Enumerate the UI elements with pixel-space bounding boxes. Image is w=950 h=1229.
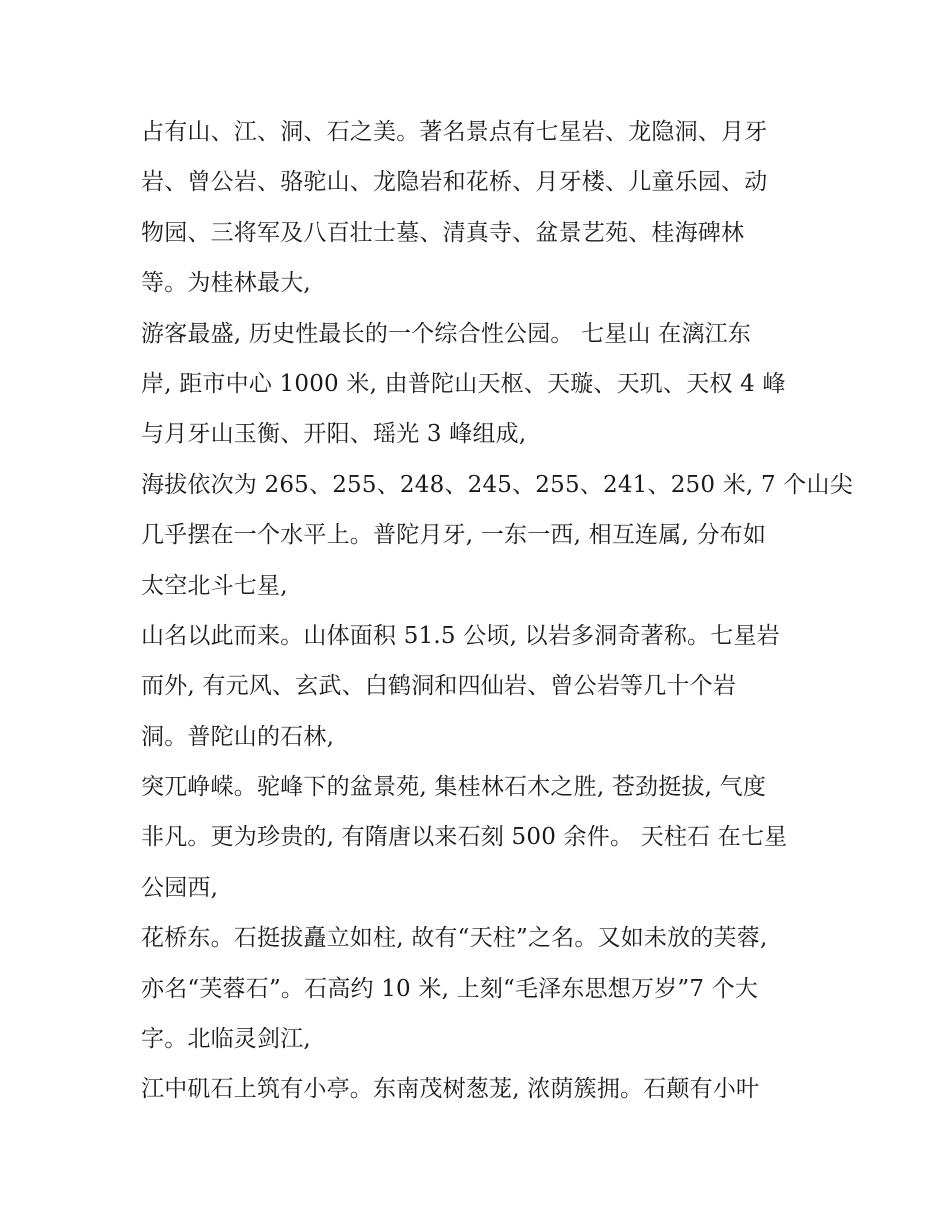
text-line: 几乎摆在一个水平上。普陀月牙, 一东一西, 相互连属, 分布如	[141, 522, 767, 549]
text-line: 而外, 有元风、玄武、白鹤洞和四仙岩、曾公岩等几十个岩	[141, 673, 737, 700]
text-line: 游客最盛, 历史性最长的一个综合性公园。 七星山 在漓江东	[141, 320, 752, 347]
text-line: 等。为桂林最大,	[141, 270, 311, 297]
text-line: 非凡。更为珍贵的, 有隋唐以来石刻 500 余件。 天柱石 在七星	[141, 824, 788, 851]
body-text	[141, 107, 853, 1115]
text-line: 占有山、江、洞、石之美。著名景点有七星岩、龙隐洞、月牙	[141, 119, 768, 145]
text-line: 花桥东。石挺拔矗立如柱, 故有“天柱”之名。又如未放的芙蓉,	[141, 925, 768, 952]
text-line: 太空北斗七星,	[141, 572, 288, 599]
text-line: 洞。普陀山的石林,	[141, 723, 335, 750]
text-line: 岸, 距市中心 1000 米, 由普陀山天枢、天璇、天玑、天权 4 峰	[141, 370, 786, 397]
text-line: 突兀峥嵘。驼峰下的盆景苑, 集桂林石木之胜, 苍劲挺拔, 气度	[141, 774, 767, 801]
text-line: 物园、三将军及八百壮士墓、清真寺、盆景艺苑、桂海碑林	[141, 219, 745, 246]
text-line: 字。北临灵剑江,	[141, 1026, 311, 1053]
text-line: 岩、曾公岩、骆驼山、龙隐岩和花桥、月牙楼、儿童乐园、动	[141, 169, 768, 196]
text-line: 公园西,	[141, 874, 219, 901]
text-line: 亦名“芙蓉石”。石高约 10 米, 上刻“毛泽东思想万岁”7 个大	[141, 975, 759, 1002]
text-line: 与月牙山玉衡、开阳、瑶光 3 峰组成,	[141, 421, 527, 448]
text-line: 山名以此而来。山体面积 51.5 公顷, 以岩多洞奇著称。七星岩	[141, 622, 780, 649]
text-line: 江中矶石上筑有小亭。东南茂树葱茏, 浓荫簇拥。石颠有小叶	[141, 1076, 760, 1103]
text-line: 海拔依次为 265、255、248、245、255、241、250 米, 7 个山尖	[141, 471, 853, 498]
